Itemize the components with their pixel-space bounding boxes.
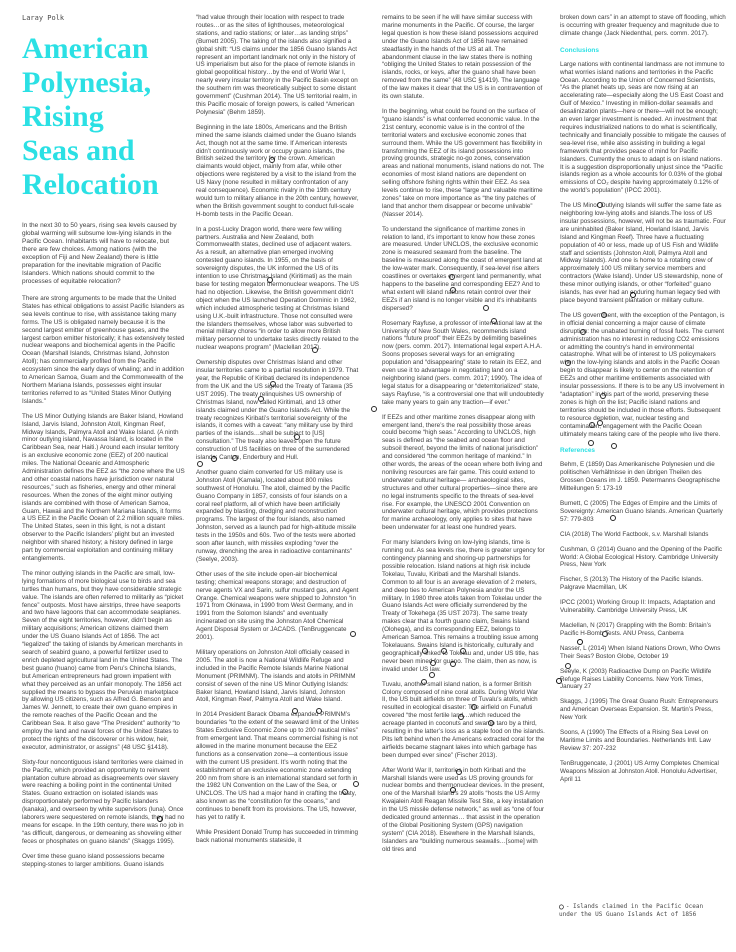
- reference-entry: Skaggs, J (1995) The Great Guano Rush: Entrepreneurs and American Overseas Expansion. St. Martin’s Press, New York: [560, 698, 719, 722]
- island-marker-circle: [269, 157, 275, 163]
- legend-line-1: - Islands claimed in the Pacific Ocean: [565, 903, 704, 910]
- paragraph: Other uses of the site include open-air biochemical testing; chemical weapons storage; and destruction of nerve agents VX and Sarin, sulfur mustard gas, and Agent Orange. Chemical weapons were shipped to Johnston “in 1971 from Okinawa, in 1990 from West Germany, and in 1991 from the Solomon Islands” and eventually incinerated on site using the Johnston Atoll Chemical Agent Disposal System or JACADS. (TenBruggencate 2001).: [196, 570, 359, 642]
- island-marker-circle: [471, 704, 477, 710]
- paragraph: Tuvalu, another small island nation, is a former British Colony composed of nine coral atolls. During World War II, the US built airfields on three of Tuvalu’s atolls, which resulted in ecological disaster: The airfield on Funafuti covered “the most fertile land…which reduced the acreage planted in coconuts and swamp taro by a third, resulting in the latter’s loss as a staple food on the islands. Pits left behind when the Americans extracted coral for the airfields became stagnant lakes into which garbage has been dumped ever since” (Fischer 2013).: [382, 680, 545, 759]
- island-marker-circle: [267, 277, 273, 283]
- island-marker-circle: [456, 769, 462, 775]
- island-marker-circle: [292, 708, 298, 714]
- reference-entry: Maclellan, N (2017) Grappling with the Bomb: Britain’s Pacific H-Bomb Tests. ANU Press, Canberra: [560, 622, 712, 637]
- island-marker-circle: [316, 708, 322, 714]
- island-marker-circle: [491, 318, 497, 324]
- column-2: [196, 14, 359, 852]
- island-marker-circle: [350, 631, 356, 637]
- paragraph: To understand the significance of maritime zones in relation to land, it’s important to know how these zones are measured. Under UNCLOS, the exclusive economic zone is measured seaward from the baseline. The baseline is measured along the coast of emergent land at the low-water mark. Consequently, if sea-level rise alters coastlines or overtakes emergent land permanently, what happens to the baseline and corresponding EEZ? And to what extent will island nations retain control over their EEZs if an island is no longer visible and it’s inhabitants dispersed?: [382, 225, 542, 312]
- island-marker-circle: [589, 422, 595, 428]
- references-heading: References: [560, 447, 596, 455]
- island-circle-legend-icon: ○: [559, 902, 564, 911]
- island-marker-circle: [421, 679, 427, 685]
- island-marker-circle: [450, 287, 456, 293]
- paragraph: Another guano claim converted for US military use is Johnston Atoll (Kamala), located about 800 miles southwest of Honolulu. The atoll, claimed by the Pacific Guano Company in 1857, consists of four islands on a coral reef platform, all of which have been artificially expanded by blasting, dredging and reconstruction programs. The largest of the four islands, also named Johnston, served as a launch pad for high-altitude missile tests in the 1950s and 60s. Two of the tests were aborted soon after launch, with missiles exploding “over the runway, drenching the area in radioactive contaminants” (Seelye, 2003).: [196, 468, 357, 563]
- reference-entry: Behm, E (1859) Das Amerikanische Polynesien und die politischen Verhältnisse in den übrigen Theilen des Grossen Oceans im J. 1859. Petermanns Geographische Mitteilungen 5: 173-19: [560, 461, 720, 493]
- paragraph: For many Islanders living on low-lying islands, time is running out. As sea levels rise, there is greater urgency for contingency planning and shoring-up partnerships for possible relocation. Island nations at high risk include Tokelau, Tuvalu, Kiribati and the Marshall Islands. Common to all four is an average elevation of 2 meters, and deep ties to American Polynesia and/or the US military. In 1980 three atolls taken from Tokelau under the Guano Islands Act were officially surrendered by the Treaty of Tokehega (35 UST 2073). The same treaty makes clear that a fourth guano claim, Swains Island (Olohega), and its corresponding EEZ, belongs to American Samoa. This remains a troubling issue among Tokelauans. Swains Island is historically, culturally and geographically linked to Tokelau and, under US title, has never been mined for guano. The claim, then as now, is invalid under US law.: [382, 539, 545, 673]
- island-marker-circle: [449, 274, 455, 280]
- conclusions-text: [560, 61, 726, 439]
- column-3: [382, 14, 545, 861]
- island-marker-circle: [577, 639, 583, 645]
- island-marker-circle: [429, 672, 435, 678]
- island-marker-circle: [483, 305, 489, 311]
- title-line: Rising: [22, 100, 104, 133]
- paragraph: The US government, with the exception of the Pentagon, is in official denial concerning a major cause of climate disruption: the unabated burning of fossil fuels. The current administration has no interest in reducing CO2 emissions or admitting the country’s hand in environmental catastrophe. What will be of interest to US policymakers when the low-lying islands and atolls in the Pacific Ocean begin to disappear is likely to center on the retention of EEZs and other maritime entitlements associated with insular possessions. If there is to be any US involvement in “adaptation” in this part of the world, preserving these zones is high on the list; Pacific island nations and territories should be included in those efforts. Subsequent to resource depletion, war, nuclear testing and contamination, engagement with the Pacific Ocean ultimately means taking care of the people who live there.: [560, 311, 725, 438]
- island-marker-circle: [270, 381, 276, 387]
- references-list: [560, 461, 726, 783]
- paragraph: In the beginning, what could be found on the surface of “guano islands” is what conferred economic value. In the 21st century, economic value is in the control of the territorial waters and exclusive economic zones that surround them. While the US government has flexibility in transforming the EEZ of its island possessions into proving grounds, strategic no-go zones, conservation areas and national monuments, island nations do not. The economies of most island nations are dependent on selling offshore fishing rights within their EEZ. As sea levels continue to rise, these “large and valuable maritime zones” take on more importance as “the tiny patches of land that anchor them disappear or become unlivable” (Nasser 2014).: [382, 107, 544, 218]
- island-marker-circle: [157, 816, 163, 822]
- legend-line-2: under the US Guano Islands Act of 1856: [559, 911, 697, 918]
- paragraph: Over time these guano island possessions became stepping-stones to larger ambitions. Guano islands: [22, 852, 165, 868]
- island-marker-circle: [610, 515, 616, 521]
- island-marker-circle: [588, 440, 594, 446]
- paragraph: “had value through their location with respect to trade routes…or as the sites of lighthouses, meteorological stations, and radio stations; or later…as landing strips” (Burnett 2005). The taking of the islands also signified a global shift: “US claims under the 1856 Guano Islands Act represent an important landmark not only in the history of US imperialism but also for the place of remote islands in global geopolitical history…by the end of World War I, nearly every insular territory in the Pacific Basin except on the southern rim was theoretically subject to some distant government” (Cushman 2014). The US territorial realm, in this Pacific mosaic of foreign powers, is called “American Polynesia” (Behm 1859).: [196, 14, 358, 116]
- reference-entry: Soons, A (1990) The Effects of a Rising Sea Level on Maritime Limits and Boundaries. Netherlands Intl. Law Review 37: 207-232: [560, 729, 711, 752]
- island-marker-circle: [353, 781, 359, 787]
- island-marker-circle: [450, 661, 456, 667]
- paragraph: In 2014 President Barack Obama expanded PRIMNM’s boundaries “to the extent of the seaward limit of the Unites States Exclusive Economic Zone up to 200 nautical miles” from emergent land. That means commercial fishing is not allowed in the marine monument because the EEZ functions as a conservation zone—a contentious issue with the current US president. It’s worth noting that the establishment of an exclusive economic zone extending 200 nm from shore is an international standard set forth in the 1982 UN Convention on the Law of the Sea, or UNCLOS. The US had a major hand in crafting the treaty, also known as the “constitution for the oceans,” and continues to benefit from its provisions. The US, however, has yet to ratify it.: [196, 711, 359, 822]
- column-1: [22, 14, 185, 876]
- title-line: American: [22, 32, 149, 65]
- island-marker-circle: [450, 787, 456, 793]
- island-marker-circle: [232, 455, 238, 461]
- paragraph: Large nations with continental landmass are not immune to what worries island nations and territories in the Pacific Ocean. According to the Union of Concerned Scientists, “As the planet heats up, seas are now rising at an accelerating rate—especially along the US East Coast and Gulf of Mexico.” Investing in million-dollar seawalls and desalinization plants—here or there—will not be enough; an even larger investment is needed. An investment that requires industrialized nations to do what is scientifically, technically and financially possible to mitigate the causes of sea-level rise, while also assisting in building a legal framework that provides peace of mind for Pacific Islanders. Currently the onus to adapt is on island nations. It is a suggestion disproportionally unjust since the “Pacific islands region as a whole accounts for 0.03% of the global emissions of CO₂ despite having approximately 0.12% of the world’s population” (IPCC 2001).: [560, 60, 726, 195]
- paragraph: After World War II, territories in both Kiribati and the Marshall Islands were used as US proving grounds for nuclear bombs and thermonuclear devices. In the present, one of the Marshall Island’s 29 atolls “hosts the US Army Kwajalein Atoll Reagan Missile Test Site, a key installation in the US missile defense network,” as well as “one of four dedicated ground antennas… that assist in the operation of the Global Positioning System (GPS) navigation system” (CIA 2018). Elsewhere in the Marshall Islands, Islanders are “building numerous seawalls…[some] with old tires and: [382, 766, 545, 853]
- island-marker-circle: [422, 648, 428, 654]
- island-marker-circle: [600, 393, 606, 399]
- island-marker-circle: [565, 663, 571, 669]
- island-marker-circle: [430, 660, 436, 666]
- island-marker-circle: [294, 434, 300, 440]
- island-marker-circle: [312, 347, 318, 353]
- paragraph: The minor outlying islands in the Pacific are small, low-lying formations of more biological use to birds and sea turtles than humans, but they have considerable strategic value. The islands are often referred to militarily as “picket fence” outposts. Most have airstrips, three have seaports and two have lagoons that can accommodate seaplanes. Seven of the eight territories, however, didn’t begin as military acquisitions; American citizens claimed them under the US Guano Islands Act of 1856. The act “legalized” the taking of islands by American merchants in search of seabird guano, a powerful fertilizer used to enrich depleted agricultural land in the United States. The best guano (huano) came from Peru’s Chincha Islands, but American entrepreneurs had grown impatient with what they perceived as an unfair monopoly. The 1856 act supplied the means to bypass the Peruvian marketplace by allowing US citizens, such as Alfred G. Benson and James W. Jennett, to create their own guano empires in the remote reaches of the Pacific Ocean and the Caribbean Sea. It also gave “The President” authority “to employ the land and naval forces of the United States to protect the rights of the discoverer or his widow, heir, executor, administrator, or assigns” (48 USC §1418).: [22, 569, 184, 751]
- island-marker-circle: [597, 420, 603, 426]
- paragraph: broken down cars” in an attempt to stave off flooding, which is occurring with greater frequency and magnitude due to climate change (Jack Niedenthal, pers. comm. 2017).: [560, 14, 726, 37]
- island-marker-circle: [197, 461, 203, 467]
- paragraph: Sixty-four noncontiguous island territories were claimed in the Pacific, which provided an opportunity to reinvent plantation culture abroad as disagreements over slavery were reaching a boiling point in the continental United States. Guano extraction on isolated islands was disproportionately performed by Pacific Islanders (kanaka), and overseen by white supervisors (luna). Once laborers were sequestered on remote islands, they had no means for escape. In the 19th century, there was no job in “as difficult, dangerous, or demeaning as shoveling either feces or phosphates on guano islands” (Skaggs 1995).: [22, 758, 185, 845]
- title-line: Relocation: [22, 168, 159, 201]
- intro-paragraph: In the next 30 to 50 years, rising sea levels caused by global warming will subsume low-lying islands in the Pacific Ocean. Inhabitants will have to relocate, but there are few choices. Among nations (with the exception of Fiji and New Zealand) there is little preparation for the inevitable migration of Pacific Islanders. Which nations should commit to the processes of equitable relocation?: [22, 222, 177, 285]
- island-marker-circle: [488, 720, 494, 726]
- paragraph: Rosemary Rayfuse, a professor of international law at the University of New South Wales, recommends island nations “future proof” their EEZs by delimiting baselines now (pers. comm. 2017). International legal expert A.H.A. Soons proposes several ways for an emigrating population and “disappearing” state to retain its EEZ, and even use it to advantage in negotiating land on a neighboring island (pers. comm. 2017; 1990). The idea of legal status for a disappearing or “deterritorialized” state, says Rayfuse, “is a controversial one that will undoubtedly take many years to gain any traction—if ever.”: [382, 319, 544, 406]
- paragraph: While President Donald Trump has succeeded in trimming back national monuments stateside, it: [196, 829, 359, 844]
- island-marker-circle: [611, 443, 617, 449]
- paragraph: If EEZs and other maritime zones disappear along with emergent land, there’s the real possibility those areas could become “high seas.” According to UNCLOS, high seas is defined as “the seabed and ocean floor and subsoil thereof, beyond the limits of national jurisdiction” and considered “the common heritage of mankind.” In other words, the areas of the ocean where both living and nonliving resources are fair game. This could extend to underwater cultural heritage— archaeological sites, structures and other cultural properties—since there are no legal instruments specific to the threats of sea-level rise. For example, the UNESCO 2001 Convention on underwater cultural heritage, which provides protections for marine archaeology, only applies to sites that have been underwater for at least one hundred years.: [382, 413, 543, 532]
- map-legend: [559, 903, 729, 919]
- island-marker-circle: [211, 456, 217, 462]
- island-marker-circle: [458, 714, 464, 720]
- reference-entry: Burnett, C (2005) The Edges of Empire and the Limits of Sovereignty: American Guano Islands. American Quarterly 57: 779-803: [560, 500, 723, 523]
- reference-entry: IPCC (2001) Working Group II: Impacts, Adaptation and Vulnerability. Cambridge University Press, UK: [560, 599, 716, 615]
- column-4: [560, 14, 726, 791]
- conclusions-heading: Conclusions: [560, 46, 600, 54]
- paragraph: remains to be seen if he will have similar success with marine monuments in the Pacific. Of course, the larger legal question is how these island possessions acquired under the Guano Islands Act of 1856 have remained steadfastly in the hands of the US at all. The abandonment clause in the law states there is nothing “obliging the United States to retain possession of the islands, rocks, or keys, after the guano shall have been removed from the same” (48 USC §1419). The language of the law makes it clear that the US is in contravention of its own statute.: [382, 14, 543, 101]
- paragraph: Military operations on Johnston Atoll officially ceased in 2005. The atoll is now a National Wildlife Refuge and included in the Pacific Remote Islands Marine National Monument (PRIMNM). The islands and atolls in PRIMNM consist of seven of the nine US Minor Outlying Islands: Baker Island, Howland Island, Jarvis Island, Johnston Atoll, Kingman Reef, Palmyra Atoll and Wake Island.: [196, 648, 356, 704]
- paragraph: Beginning in the late 1800s, Americans and the British mined the same islands claimed under the Guano Islands Act, though not at the same time. If American interests didn’t continuously work or occupy guano islands, the British seized the territory for the crown. American claimants would object, mainly from afar, while other objections were registered by a visit to the island from the US Navy (none resulted in military confrontation of any real consequence). Economic rivalry in the 19th century would turn to military alliance in the 20th century, however, when the British government sought to conduct full-scale H-bomb tests in the Pacific Ocean.: [196, 123, 359, 218]
- title-line: Polynesia,: [22, 66, 152, 99]
- title-line: Seas and: [22, 134, 135, 167]
- reference-entry: CIA (2018) The World Factbook, s.v. Marshall Islands: [560, 530, 709, 538]
- island-marker-circle: [602, 631, 608, 637]
- reference-entry: Fischer, S (2013) The History of the Pacific Islands. Palgrave Macmillan, UK: [560, 576, 704, 592]
- island-marker-circle: [342, 789, 348, 795]
- island-marker-circle: [565, 360, 571, 366]
- paragraph: The US Minor Outlying Islands are Baker Island, Howland Island, Jarvis Island, Johnston Atoll, Kingman Reef, Midway Islands, Palmyra Atoll and Wake Island. (A ninth minor outlying island, Navassa Island, is located in the Caribbean Sea, near Haiti.) Around each insular territory is an exclusive economic zone (EEZ) of 200 nautical miles. The National Oceanic and Atmospheric Administration defines the EEZ as “the zone where the US and other coastal nations have jurisdiction over natural resources,” such as fisheries, energy and other mineral resources. When the zones of the eight minor outlying islands are combined with those of American Samoa, Guam, Hawaii and the Northern Mariana Islands, it forms a US EEZ in the Pacific Ocean of 2.2 million square miles. The United States, seen in this light, is not a distant observer to the Pacific Islanders’ plight but an invested neighbor with shared history; a history defined in large part by commercial exploitation and continuing military entanglements.: [22, 412, 185, 562]
- paragraph: The US Minor Outlying Islands will suffer the same fate as neighboring low-lying atolls and islands.The loss of US insular possessions, however, will not be as traumatic. Four are uninhabited (Baker Island, Howland Island, Jarvis Island and Kingman Reef). Three have a fluctuating population of 40 or less, made up of US Fish and Wildlife staff and scientists (Johnston Atoll, Palmyra Atoll and Midway Islands). And one is home to a rotating crew of approximately 100 US military service members and contractors (Wake Island). Under US stewardship, none of these minor outlying islands, or other “forfeited” guano islands, has ever had an enduring human legacy tied with place beyond transient plantation or military culture.: [560, 202, 726, 304]
- island-marker-circle: [580, 329, 586, 335]
- column-1-text: [22, 295, 185, 869]
- island-marker-circle: [460, 648, 466, 654]
- author-byline: Laray Polk: [22, 14, 65, 22]
- page-title: [22, 32, 185, 202]
- reference-entry: TenBruggencate, J (2001) US Army Completes Chemical Weapons Mission at Johnston Atoll. Honolulu Advertiser, April 11: [560, 759, 719, 783]
- island-marker-circle: [441, 648, 447, 654]
- reference-entry: Seeyle, K (2003) Radioactive Dump on Pacific Wildlife Refuge Raises Liability Concerns. New York Times, January 27: [560, 667, 712, 691]
- island-marker-circle: [597, 202, 603, 208]
- reference-entry: Nasser, L (2014) When Island Nations Drown, Who Owns Their Seas? Boston Globe, October 19: [560, 644, 721, 660]
- paragraph: In a post-Lucky Dragon world, there were few willing partners. Australia and New Zealand, both Commonwealth states, declined use of adjacent waters. As a result, an alternative plan emerged involving contested guano islands. In 1955, on the basis of sovereignty disputes, the UK informed the US of its intention to use Christmas Island (Kiritimati) as the main base for testing megaton thermonuclear weapons. The US had no objection. Likewise, the British government didn’t object when the US launched Operation Dominic in 1962, which included atmospheric testing at Christmas Island using U.K.-built infrastructure. Those not consulted were the Islanders themselves, whose labor was subverted to menial military chores “in order to allow more British military personnel to undertake tasks directly related to the nuclear weapons program” (Maclellan 2017).: [196, 225, 359, 352]
- island-marker-circle: [258, 396, 264, 402]
- island-marker-circle: [601, 312, 607, 318]
- reference-entry: Cushman, G (2014) Guano and the Opening of the Pacific World: A Global Ecological History. Cambridge University Press, New York: [560, 545, 723, 569]
- island-marker-circle: [556, 678, 562, 684]
- intro-abstract: [22, 222, 185, 286]
- paragraph: There are strong arguments to be made that the United States has ethical obligations to assist Pacific Islanders as sea levels continue to rise, with assistance taking many forms. The US is obligated namely because it is the second largest emitter of greenhouse gases, and the largest carbon emitter historically; it has extensively tested nuclear weapons and biochemical agents in the Pacific Ocean (Marshall Islands, Christmas Island, Johnston Atoll); has commercially profited from the Pacific ecosystem since the early days of whaling; and in addition to American Samoa, Guam and the Commonwealth of the Northern Mariana Islands, possesses eight insular territories referred to as “United States Minor Outlying Islands.”: [22, 295, 185, 405]
- island-marker-circle: [371, 406, 377, 412]
- island-marker-circle: [630, 292, 636, 298]
- paragraph: Ownership disputes over Christmas Island and other insular territories came to a partial resolution in 1979. That year, the Republic of Kiribati declared its independence from the UK and the US signed the Treaty of Tarawa (35 UST 2095). The treaty relinquishes US ownership of Christmas Island, now called Kiritimati, and 13 other islands claimed under the Guano Islands Act. While the treaty recognizes Kiribati’s territorial sovereignty of the islands, it comes with a caveat: “any military use by third parties of the islands…shall be subject to [US] consultation.” The treaty also leaves open the future construction of US facilities on three of the surrendered islands: Canton, Enderbury and Hull.: [196, 359, 359, 462]
